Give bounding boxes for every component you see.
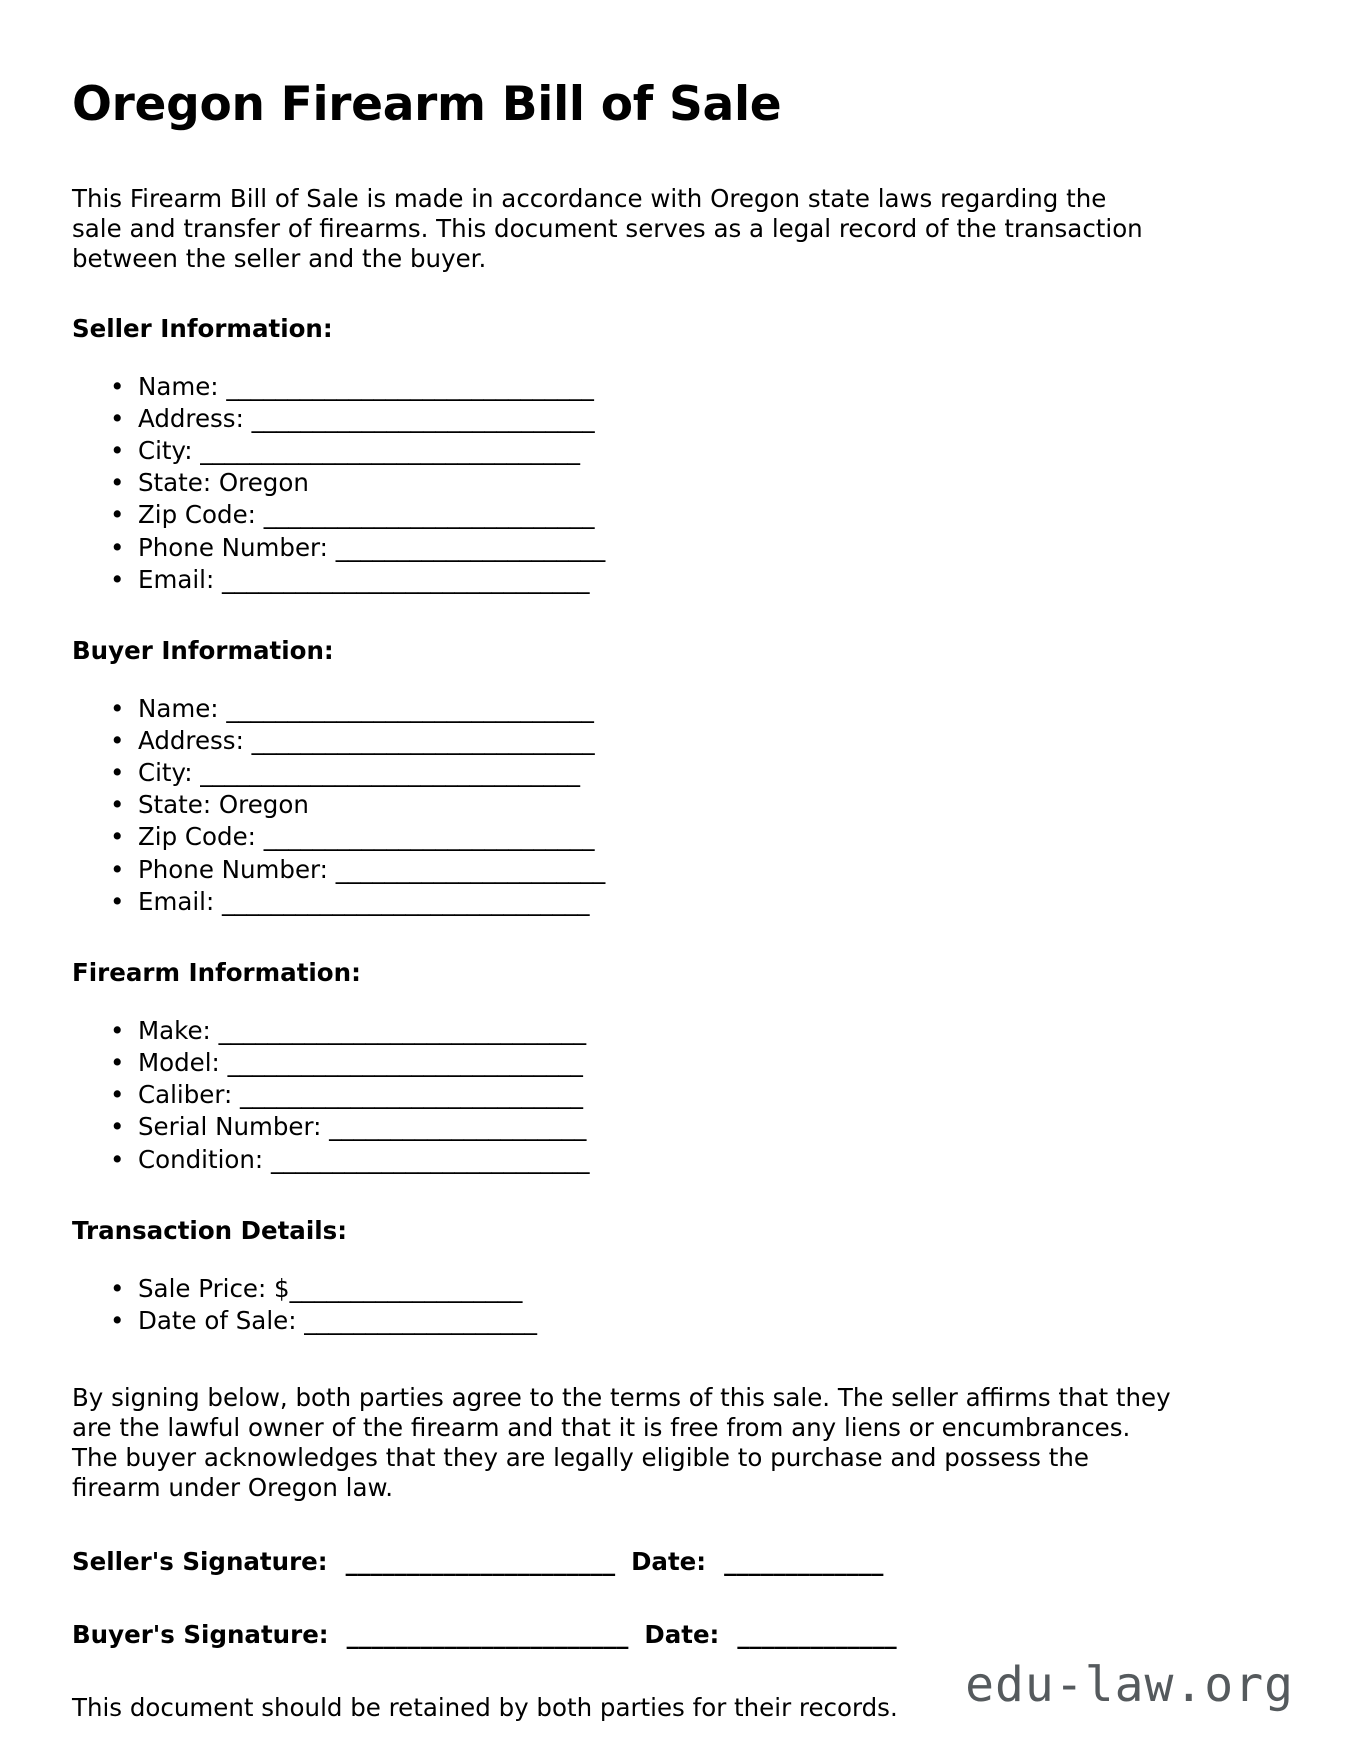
list-item: [110, 789, 1290, 821]
firearm-information-list: [72, 1015, 1290, 1175]
seller-signature-label: Seller's Signature:: [72, 1546, 328, 1576]
field-label: Name:: [138, 372, 219, 402]
buyer-date-label: Date:: [644, 1620, 720, 1650]
field-label: State:: [138, 468, 212, 498]
list-item: [110, 532, 1290, 564]
field-label: Address:: [138, 726, 244, 756]
buyer-signature-row: [72, 1620, 1290, 1649]
field-label: City:: [138, 436, 193, 466]
field-label: Email:: [138, 886, 215, 916]
field-label: Name:: [138, 694, 219, 724]
buyer-information-list: [72, 693, 1290, 918]
field-blank-line[interactable]: _____________________: [321, 1112, 587, 1142]
field-blank-line[interactable]: ______________________: [327, 854, 606, 884]
field-label: State:: [138, 790, 212, 820]
field-blank-line[interactable]: ____________________________: [243, 726, 595, 756]
field-label: Serial Number:: [138, 1112, 322, 1142]
field-blank-line[interactable]: _____________________________: [219, 1048, 583, 1078]
list-item: [110, 499, 1290, 531]
field-blank-line[interactable]: ___________________: [296, 1306, 537, 1336]
field-label: Make:: [138, 1016, 211, 1046]
field-label: Zip Code:: [138, 500, 256, 530]
list-item: [110, 435, 1290, 467]
field-value: Oregon: [211, 468, 309, 498]
field-label: Model:: [138, 1048, 220, 1078]
page-title: Oregon Firearm Bill of Sale: [72, 77, 782, 132]
field-label: Condition:: [138, 1144, 264, 1174]
field-label: Sale Price: $: [138, 1274, 290, 1304]
intro-paragraph: This Firearm Bill of Sale is made in accordance with Oregon state laws regarding the sale and transfer of firearms. This document serves as a legal record of the transaction between the seller and the buyer.: [72, 184, 1143, 273]
list-item: [110, 371, 1290, 403]
field-label: Caliber:: [138, 1080, 233, 1110]
list-item: [110, 854, 1290, 886]
field-label: Phone Number:: [138, 854, 328, 884]
buyer-signature-label: Buyer's Signature:: [72, 1620, 329, 1650]
list-item: [110, 467, 1290, 499]
field-label: Zip Code:: [138, 822, 256, 852]
field-blank-line[interactable]: ______________________: [327, 532, 606, 562]
list-item: [110, 757, 1290, 789]
field-label: Phone Number:: [138, 532, 328, 562]
closing-paragraph: By signing below, both parties agree to the terms of this sale. The seller affirms that they are the lawful owner of the firearm and that it is free from any liens or encumbrances. The buyer acknowledges that they are legally eligible to purchase and possess the firearm under Oregon law.: [72, 1383, 1171, 1502]
field-blank-line[interactable]: ______________________________: [210, 1016, 587, 1046]
list-item: [110, 564, 1290, 596]
list-item: [110, 1047, 1290, 1079]
field-blank-line[interactable]: ______________________________: [214, 886, 590, 916]
list-item: [110, 1273, 1290, 1305]
buyer-signature-line[interactable]: _______________________: [346, 1620, 629, 1650]
field-value: Oregon: [211, 790, 309, 820]
list-item: [110, 725, 1290, 757]
list-item: [110, 403, 1290, 435]
list-item: [110, 886, 1290, 918]
firearm-information-heading: Firearm Information:: [72, 957, 361, 987]
field-blank-line[interactable]: ___________________: [289, 1274, 523, 1304]
seller-date-line[interactable]: _____________: [724, 1546, 884, 1576]
list-item: [110, 1305, 1290, 1337]
field-blank-line[interactable]: _______________________________: [192, 436, 581, 466]
field-blank-line[interactable]: ____________________________: [232, 1080, 584, 1110]
site-watermark: edu-law.org: [965, 1657, 1294, 1713]
seller-information-list: [72, 371, 1290, 596]
buyer-date-line[interactable]: _____________: [737, 1620, 897, 1650]
list-item: [110, 1111, 1290, 1143]
field-blank-line[interactable]: __________________________: [263, 1144, 590, 1174]
transaction-details-heading: Transaction Details:: [72, 1215, 348, 1245]
field-label: City:: [138, 758, 193, 788]
seller-information-heading: Seller Information:: [72, 313, 333, 343]
list-item: [110, 821, 1290, 853]
field-label: Date of Sale:: [138, 1306, 297, 1336]
list-item: [110, 1144, 1290, 1176]
buyer-information-heading: Buyer Information:: [72, 635, 334, 665]
list-item: [110, 1015, 1290, 1047]
list-item: [110, 1079, 1290, 1111]
field-blank-line[interactable]: ______________________________: [214, 564, 590, 594]
field-label: Email:: [138, 564, 215, 594]
list-item: [110, 693, 1290, 725]
seller-date-label: Date:: [631, 1546, 707, 1576]
field-blank-line[interactable]: ____________________________: [243, 404, 595, 434]
field-blank-line[interactable]: _______________________________: [192, 758, 581, 788]
field-blank-line[interactable]: ______________________________: [218, 694, 594, 724]
field-blank-line[interactable]: ___________________________: [255, 500, 595, 530]
transaction-details-list: [72, 1273, 1290, 1337]
field-blank-line[interactable]: ______________________________: [218, 372, 594, 402]
seller-signature-line[interactable]: ______________________: [345, 1546, 616, 1576]
retention-note: This document should be retained by both parties for their records.: [72, 1693, 898, 1723]
field-label: Address:: [138, 404, 244, 434]
field-blank-line[interactable]: ___________________________: [255, 822, 595, 852]
seller-signature-row: [72, 1547, 1290, 1576]
